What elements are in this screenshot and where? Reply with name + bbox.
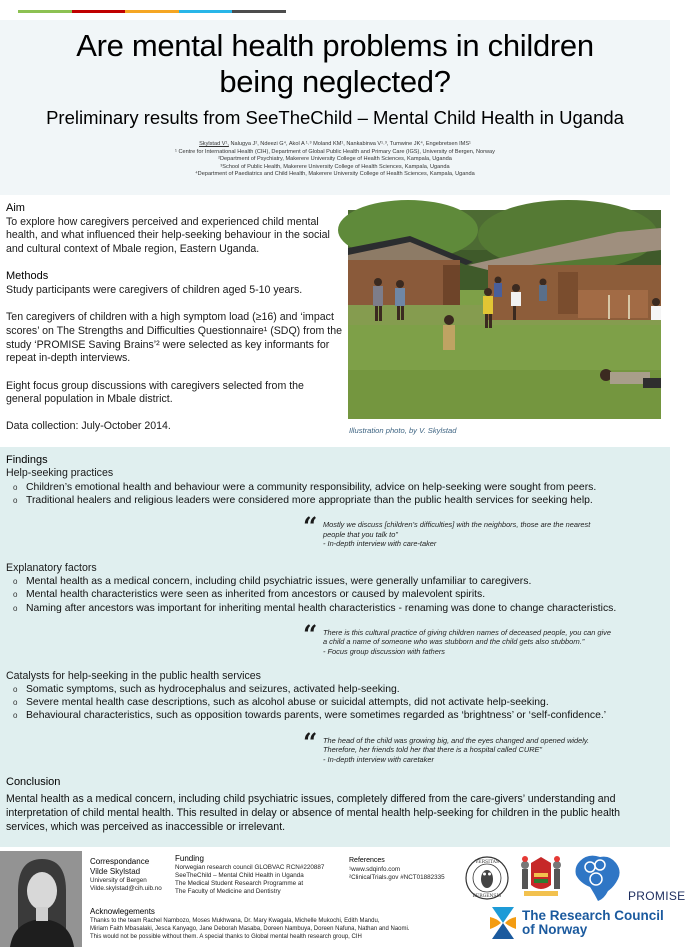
funding-line: The Faculty of Medicine and Dentistry [175,888,281,895]
finding-subheading: Explanatory factors [6,561,97,574]
author-portrait [0,851,82,947]
finding-subheading: Help-seeking practices [6,467,114,479]
finding-bullets [13,683,666,723]
finding-bullet: o Severe mental health case descriptions, such as alcohol abuse or suicidal attempts, did not activate help-seeking. [13,696,666,709]
correspondance-email[interactable]: Vilde.skylstad@cih.uib.no [90,885,162,892]
quote-line: There is this cultural practice of giving children names of deceased people, you can give [323,627,611,637]
conclusion-block [6,775,666,834]
makerere-university-logo [516,853,566,899]
stripe-orange [125,10,179,13]
finding-subheading: Catalysts for help-seeking in the public health services [6,669,261,682]
stripe-red [72,10,126,13]
conclusion-heading: Conclusion [6,776,61,789]
promise-africa-logo [570,853,628,903]
quote-source: - Focus group discussion with fathers [323,646,445,656]
acknowledgements-heading: Acknowlegements [90,907,155,916]
finding-bullet: o Mental health characteristics were seen as inherited from ancestors or caused by malevolent spirits. [13,588,666,601]
methods-heading: Methods [6,270,49,283]
affiliation: ¹ Centre for International Health (CIH), Department of Global Public Health and Primary Care (IGS), University of Bergen, Norway [175,148,495,155]
partner-logos [464,853,685,947]
poster-footer [0,847,685,947]
rcn-line-1: The Research Council [522,908,664,923]
funding-heading: Funding [175,854,204,863]
photo-caption: Illustration photo, by V. Skylstad [349,426,457,435]
acknowledgements-line: Miriam Faith Mbasalaki, Jesca Kanyago, Jane Deborah Masaba, Doreen Nambuya, Doreen Nafuna, Nathan and Naomi. [90,926,410,932]
stripe-blue [179,10,233,13]
rcn-line-2: of Norway [522,922,588,937]
quote-mark-icon: “ [303,727,318,757]
funding-line: SeeTheChild – Mental Child Health in Uganda [175,872,304,879]
acknowledgements-line: Thanks to the team Rachel Nambozo, Moses Mukhwana, Dr. Mary Kwagala, Michelle Mukochi, Edith Mandu, [90,918,380,924]
finding-group-help-seeking [6,467,666,549]
correspondance-heading: Correspondance [90,857,150,866]
quote-block [303,727,653,765]
author-block [0,141,670,179]
methods-paragraph: Data collection: July-October 2014. [6,420,171,433]
promise-logo-text: PROMISE [628,889,685,903]
svg-text:BERGENSIS: BERGENSIS [472,894,502,899]
acknowledgements-line: This would not be possible without them. A special thanks to Global mental health research group, CIH [90,934,362,940]
quote-block [303,619,653,657]
quote-source: - In-depth interview with caretaker [323,754,434,764]
affiliation: ²Department of Psychiatry, Makerere University College of Health Sciences, Kampala, Uganda [218,156,452,163]
finding-bullet: o Somatic symptoms, such as hydrocephalus and seizures, activated help-seeking. [13,683,666,696]
svg-text:VERSITAS: VERSITAS [475,860,499,865]
poster-subtitle: Preliminary results from SeeTheChild – Mental Child Health in Uganda [46,107,624,128]
university-of-bergen-logo [464,855,510,901]
findings-section [0,447,670,847]
quote-line: The head of the child was growing big, and the eyes changed and opened widely. [323,735,590,745]
references-heading: References [349,857,385,864]
finding-bullet: o Traditional healers and religious leaders were considered more appropriate than the public health services for seeking help. [13,494,666,507]
funding-line: The Medical Student Research Programme at [175,880,304,887]
finding-bullets [13,481,666,507]
findings-heading: Findings [6,454,48,466]
quote-mark-icon: “ [303,511,318,541]
methods-paragraph: Study participants were caregivers of children aged 5-10 years. [6,284,303,297]
intro-section [0,195,670,447]
aim-heading: Aim [6,202,25,214]
finding-bullet: o Mental health as a medical concern, including child psychiatric issues, were generally unfamiliar to caregivers. [13,575,666,588]
reference-item: ²ClinicalTrials.gov #NCT01882335 [349,874,445,881]
quote-line: Therefore, her friends told her that there is a hospital called CURE” [323,745,542,755]
references-block [349,856,445,882]
methods-paragraph: Ten caregivers of children with a high symptom load (≥16) and ‘impact scores’ on The Strengths and Difficulties Questionnaire¹ (SDQ) from the study ‘PROMISE Saving Brains’² were selected as key informants for repeat in-depth interviews. [6,311,343,365]
stripe-gray [232,10,286,13]
finding-bullet: o Behavioural characteristics, such as opposition towards parents, were sometimes regarded as ‘brightness’ or ‘self-confidence.’ [13,709,666,722]
finding-bullet: o Naming after ancestors was important for inheriting mental health characteristics - renaming was done to change characteristics. [13,602,666,615]
correspondance-institution: University of Bergen [90,877,147,884]
finding-group-catalysts [6,670,666,765]
correspondance-block [90,857,162,893]
finding-bullet: o Children’s emotional health and behaviour were a community responsibility, advice on help-seeking were sought from peers. [13,481,666,494]
title-line-2: being neglected? [219,64,451,99]
co-authors: Nalugya J², Ndeezi G⁴, Akol A ¹˒³ Moland KM¹, Nankabirwa V¹˒³, Tumwine JK⁴, Engebretsen IMS¹ [228,141,471,147]
author-list [0,141,670,149]
poster-title [0,28,670,100]
portrait-photo [0,851,82,947]
methods-paragraph: Eight focus group discussions with caregivers selected from the general population in Mbale district. [6,379,304,406]
color-stripe [18,10,286,13]
lead-author: Skylstad V¹, [199,141,229,147]
quote-line: people that you talk to” [323,529,398,539]
quote-mark-icon: “ [303,619,318,649]
finding-bullets [13,575,666,615]
quote-source: - In-depth interview with care-taker [323,539,437,549]
title-line-1: Are mental health problems in children [76,28,594,63]
funding-block [175,854,324,896]
quote-line: a child a name of someone who was stubborn and the child gets also stubborn.” [323,637,585,647]
research-council-text [522,909,664,937]
quote-block [303,511,653,549]
aim-text: To explore how caregivers perceived and experienced child mental health, and what influenced their help-seeking behaviour in the social and cultural context of Mbale region, Eastern Uganda. [6,215,330,256]
research-council-norway-logo [488,905,518,941]
correspondance-name: Vilde Skylstad [90,867,141,876]
reference-item[interactable]: ¹www.sdqinfo.com [349,866,401,873]
illustration-photo [348,210,661,419]
stripe-green [18,10,72,13]
affiliation: ³School of Public Health, Makerere University College of Health Sciences, Kampala, Uganda [220,163,450,170]
finding-group-explanatory [6,562,666,657]
photo-village-children [348,210,661,419]
poster-header [0,20,670,195]
funding-line: Norwegian research council GLOBVAC RCN#220887 [175,864,325,871]
acknowledgements-block [90,907,490,941]
aim-methods-column [6,202,342,448]
conclusion-text: Mental health as a medical concern, including child psychiatric issues, completely differed from the care-givers’ understanding and interpretation of child mental health. This resulted in delay or absence of mental health help-seeking for children in the public health services, which was perceived as inaccessible or irrelevant. [6,793,621,834]
quote-line: Mostly we discuss [children’s difficulties] with the neighbors, those are the nearest [323,519,591,529]
affiliation: ⁴Department of Paediatrics and Child Health, Makerere University College of Health Sciences, Kampala, Uganda [195,171,475,178]
